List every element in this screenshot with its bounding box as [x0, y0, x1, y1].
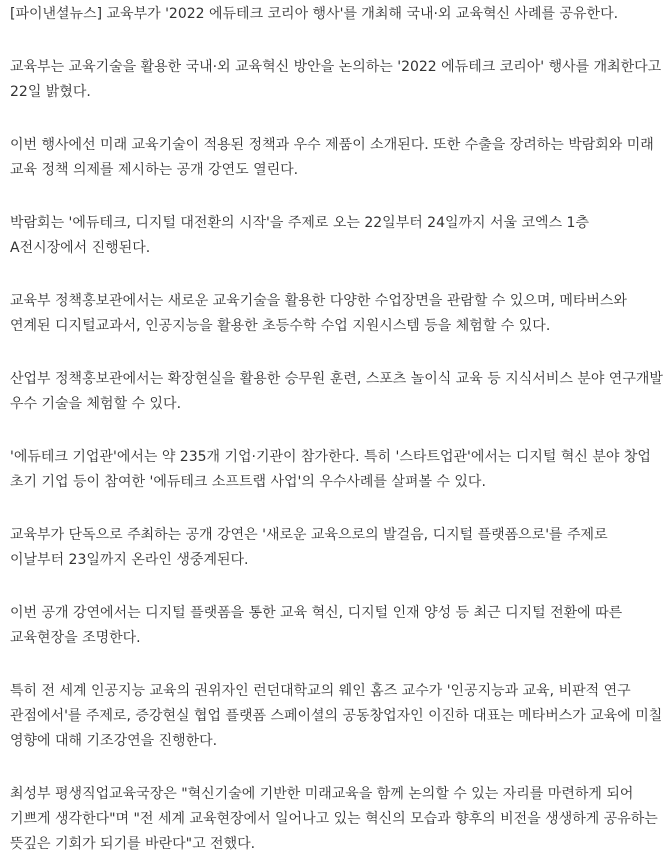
article-paragraph-5: 교육부 정책홍보관에서는 새로운 교육기술을 활용한 다양한 수업장면을 관람할 수 있으며, 메타버스와 연계된 디지털교과서, 인공지능을 활용한 초등수학 수업 지원시스템 등을 체험할 수 있다. — [10, 293, 627, 334]
article-paragraph-11: 최성부 평생직업교육국장은 "혁신기술에 기반한 미래교육을 함께 논의할 수 있는 자리를 마련하게 되어 기쁘게 생각한다"며 "전 세계 교육현장에서 일어나고 있는 혁신의 모습과 향후의 비전을 생생하게 공유하는 뜻깊은 기회가 되기를 바란다"고 전했다. — [10, 786, 658, 852]
article-paragraph-10: 특히 전 세계 인공지능 교육의 권위자인 런던대학교의 웨인 홈즈 교수가 '인공지능과 교육, 비판적 연구 관점에서'를 주제로, 증강현실 협업 플랫폼 스페이셜의 공동창업자인 이진하 대표는 메타버스가 교육에 미칠 영향에 대해 기조강연을 진행한다. — [10, 683, 663, 749]
article-paragraph-9: 이번 공개 강연에서는 디지털 플랫폼을 통한 교육 혁신, 디지털 인재 양성 등 최근 디지털 전환에 따른 교육현장을 조명한다. — [10, 605, 623, 646]
article-paragraph-6: 산업부 정책홍보관에서는 확장현실을 활용한 승무원 훈련, 스포츠 놀이식 교육 등 지식서비스 분야 연구개발 우수 기술을 체험할 수 있다. — [10, 371, 663, 412]
article-paragraph-8: 교육부가 단독으로 주최하는 공개 강연은 '새로운 교육으로의 발걸음, 디지털 플랫폼으로'를 주제로 이날부터 23일까지 온라인 생중계된다. — [10, 527, 608, 568]
article-paragraph-7: '에듀테크 기업관'에서는 약 235개 기업·기관이 참가한다. 특히 '스타트업관'에서는 디지털 혁신 분야 창업 초기 기업 등이 참여한 '에듀테크 소프트랩 사업'의 우수사례를 살펴볼 수 있다. — [10, 449, 651, 490]
article-paragraph-4: 박람회는 '에듀테크, 디지털 대전환의 시작'을 주제로 오는 22일부터 24일까지 서울 코엑스 1층 A전시장에서 진행된다. — [10, 215, 589, 256]
article-paragraph-2: 교육부는 교육기술을 활용한 국내·외 교육혁신 방안을 논의하는 '2022 에듀테크 코리아' 행사를 개최한다고 22일 밝혔다. — [10, 59, 662, 100]
article-paragraph-1: [파이낸셜뉴스] 교육부가 '2022 에듀테크 코리아 행사'를 개최해 국내·외 교육혁신 사례를 공유한다. — [10, 6, 619, 22]
article-paragraph-3: 이번 행사에선 미래 교육기술이 적용된 정책과 우수 제품이 소개된다. 또한 수출을 장려하는 박람회와 미래 교육 정책 의제를 제시하는 공개 강연도 열린다. — [10, 137, 654, 178]
